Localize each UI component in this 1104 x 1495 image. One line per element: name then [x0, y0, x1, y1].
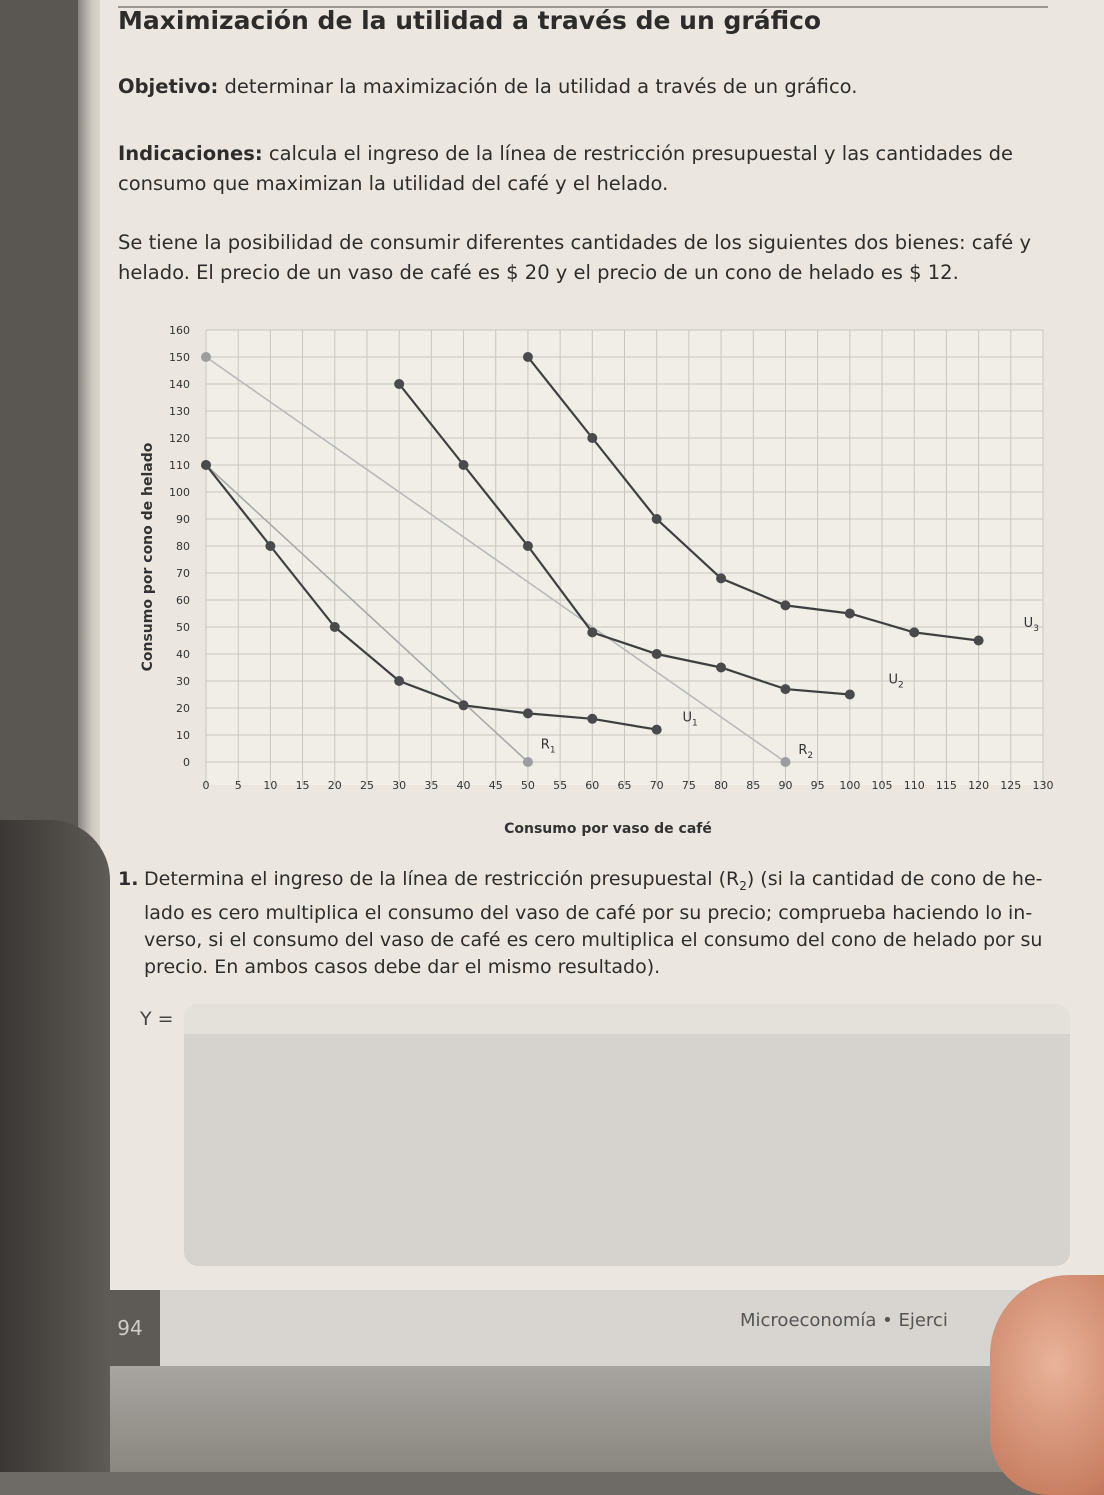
x-tick-label: 35 — [424, 779, 439, 792]
y-tick-label: 70 — [176, 567, 190, 580]
data-point-u3 — [780, 600, 790, 610]
data-point-u1 — [459, 700, 469, 710]
data-point-u2 — [394, 379, 404, 389]
x-axis-label: Consumo por vaso de café — [504, 821, 712, 837]
x-tick-label: 20 — [327, 779, 342, 792]
y-tick-label: 20 — [176, 702, 190, 715]
y-tick-label: 80 — [176, 540, 190, 553]
x-tick-label: 5 — [234, 779, 242, 792]
y-tick-label: 100 — [169, 486, 190, 499]
question-1-text — [144, 866, 1064, 981]
x-tick-label: 75 — [681, 779, 696, 792]
answer-box[interactable] — [184, 1004, 1070, 1266]
data-point-u2 — [459, 460, 469, 470]
question-1-line-3: verso, si el consumo del vaso de café es cero multiplica el consumo del cono de helado por su — [144, 928, 1043, 951]
x-tick-label: 90 — [778, 779, 793, 792]
data-point-u3 — [845, 609, 855, 619]
y-tick-label: 60 — [176, 594, 190, 607]
data-point-u3 — [523, 352, 533, 362]
instructions-paragraph — [118, 139, 1013, 199]
x-tick-label: 70 — [649, 779, 664, 792]
series-label-u3: $U_3$ — [1023, 616, 1039, 634]
y-tick-label: 50 — [176, 621, 190, 634]
y-tick-label: 90 — [176, 513, 190, 526]
x-tick-label: 130 — [1032, 779, 1054, 792]
y-axis-label: Consumo por cono de helado — [140, 442, 156, 672]
data-point-u3 — [587, 433, 597, 443]
series-label-r1: $R_1$ — [540, 737, 556, 756]
series-label-r2: $R_2$ — [798, 742, 814, 761]
y-tick-label: 10 — [176, 729, 190, 742]
y-tick-labels — [169, 324, 190, 769]
data-point-u1 — [652, 725, 662, 735]
question-1-line-4: precio. En ambos casos debe dar el mismo resultado). — [144, 955, 661, 978]
instructions-text-1: calcula el ingreso de la línea de restricción presupuestal y las cantidades de — [262, 142, 1014, 165]
data-point-u3 — [716, 573, 726, 583]
x-tick-label: 110 — [903, 779, 925, 792]
y-tick-label: 150 — [169, 351, 190, 364]
answer-box-top — [184, 1004, 1070, 1034]
intro-paragraph — [118, 228, 1031, 288]
data-point-u1 — [330, 622, 340, 632]
x-tick-label: 55 — [553, 779, 568, 792]
x-tick-label: 10 — [263, 779, 278, 792]
footer-book-title: Microeconomía • Ejerci — [740, 1310, 948, 1331]
x-tick-label: 0 — [202, 779, 210, 792]
x-tick-label: 50 — [520, 779, 535, 792]
x-tick-label: 120 — [968, 779, 990, 792]
data-point-u2 — [587, 627, 597, 637]
data-point-u3 — [652, 514, 662, 524]
page-title: Maximización de la utilidad a través de un gráfico — [118, 6, 822, 35]
x-tick-label: 60 — [585, 779, 600, 792]
question-1-line-2: lado es cero multiplica el consumo del vaso de café por su precio; comprueba haciendo lo in- — [144, 901, 1033, 924]
x-tick-label: 30 — [392, 779, 407, 792]
x-tick-label: 115 — [935, 779, 957, 792]
instructions-label: Indicaciones: — [118, 142, 263, 165]
utility-chart — [128, 315, 1068, 845]
series-label-u2: $U_2$ — [888, 672, 904, 691]
data-point-u2 — [652, 649, 662, 659]
x-tick-label: 45 — [488, 779, 503, 792]
y-tick-label: 110 — [169, 459, 190, 472]
x-tick-label: 125 — [1000, 779, 1022, 792]
x-tick-label: 100 — [839, 779, 861, 792]
data-point-u3 — [974, 636, 984, 646]
x-tick-label: 95 — [810, 779, 825, 792]
objective-text: determinar la maximización de la utilidad a través de un gráfico. — [218, 75, 858, 98]
x-tick-label: 15 — [295, 779, 310, 792]
data-point-u3 — [909, 627, 919, 637]
series-label-u1: $U_1$ — [682, 710, 698, 729]
x-tick-label: 65 — [617, 779, 632, 792]
data-point-u1 — [201, 460, 211, 470]
intro-line-1: Se tiene la posibilidad de consumir diferentes cantidades de los siguientes dos bienes: café y — [118, 231, 1032, 254]
data-point-u2 — [716, 663, 726, 673]
hand-shadow — [0, 820, 110, 1472]
thumb — [990, 1275, 1104, 1495]
y-tick-label: 130 — [169, 405, 190, 418]
x-tick-label: 80 — [714, 779, 729, 792]
x-tick-label: 40 — [456, 779, 471, 792]
y-tick-label: 120 — [169, 432, 190, 445]
data-point-u1 — [587, 714, 597, 724]
page-number: 94 — [100, 1290, 160, 1366]
instructions-text-2: consumo que maximizan la utilidad del café y el helado. — [118, 172, 669, 195]
x-tick-label: 25 — [359, 779, 374, 792]
data-point-r2 — [780, 757, 790, 767]
objective-label: Objetivo: — [118, 75, 219, 98]
x-tick-label: 85 — [746, 779, 761, 792]
data-point-u2 — [523, 541, 533, 551]
question-1-subscript: 2 — [739, 878, 747, 893]
data-point-r1 — [523, 757, 533, 767]
question-1-number: 1. — [118, 868, 139, 890]
data-point-u1 — [523, 708, 533, 718]
data-point-u1 — [394, 676, 404, 686]
question-1-line-1: Determina el ingreso de la línea de restricción presupuestal (R — [144, 868, 740, 890]
y-tick-label: 140 — [169, 378, 190, 391]
footer-band — [100, 1290, 1104, 1366]
y-tick-label: 160 — [169, 324, 190, 337]
x-tick-label: 105 — [871, 779, 893, 792]
data-point-r2 — [201, 352, 211, 362]
bottom-strip — [100, 1366, 1104, 1472]
intro-line-2: helado. El precio de un vaso de café es $ 20 y el precio de un cono de helado es $ 12. — [118, 261, 959, 284]
y-tick-label: 0 — [183, 756, 190, 769]
data-point-u2 — [845, 690, 855, 700]
question-1-line-1-end: ) (si la cantidad de cono de he- — [746, 868, 1043, 890]
y-tick-label: 40 — [176, 648, 190, 661]
data-point-u1 — [265, 541, 275, 551]
data-point-u2 — [780, 684, 790, 694]
y-tick-label: 30 — [176, 675, 190, 688]
answer-label: Y = — [140, 1008, 174, 1030]
objective-paragraph — [118, 72, 857, 102]
